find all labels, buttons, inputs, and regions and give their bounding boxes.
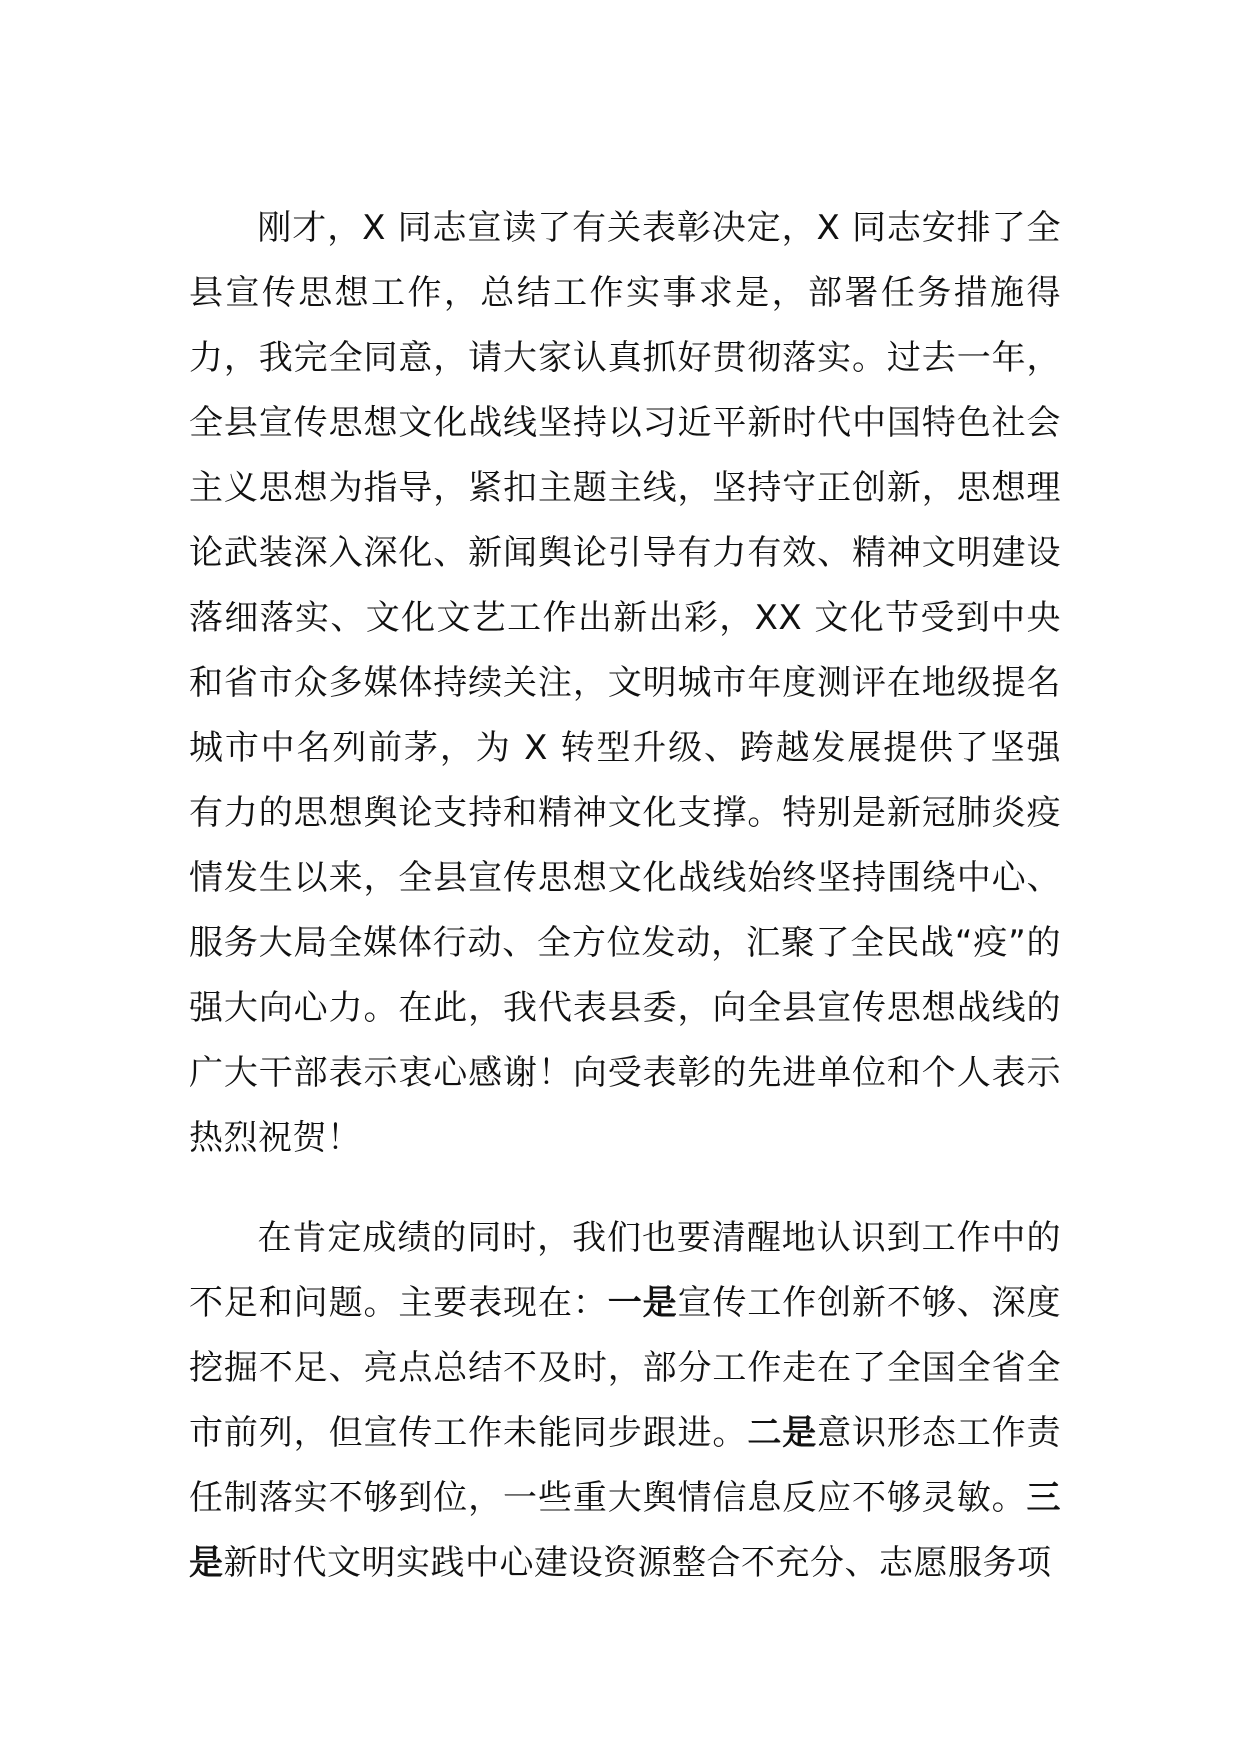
point-three-text: 新时代文明实践中心建设资源整合不充分、志愿服务项: [223, 1543, 1052, 1583]
paragraph-1: [189, 196, 1061, 1171]
paragraph-2: [189, 1206, 1061, 1596]
point-two-marker: 二是: [747, 1413, 818, 1453]
paragraph-1-text: 刚才，X 同志宣读了有关表彰决定，X 同志安排了全县宣传思想工作，总结工作实事求是，部署任务措施得力，我完全同意，请大家认真抓好贯彻落实。过去一年，全县宣传思想文化战线坚持以习近平新时代中国特色社会主义思想为指导，紧扣主题主线，坚持守正创新，思想理论武装深入深化、新闻舆论引导有力有效、精神文明建设落细落实、文化文艺工作出新出彩，XX 文化节受到中央和省市众多媒体持续关注，文明城市年度测评在地级提名城市中名列前茅，为 X 转型升级、跨越发展提供了坚强有力的思想舆论支持和精神文化支撑。特别是新冠肺炎疫情发生以来，全县宣传思想文化战线始终坚持围绕中心、服务大局全媒体行动、全方位发动，汇聚了全民战“疫”的强大向心力。在此，我代表县委，向全县宣传思想战线的广大干部表示衷心感谢！向受表彰的先进单位和个人表示热烈祝贺！: [189, 208, 1061, 1158]
point-two-text: 意识形态工作责任制落实不够到位，一些重大舆情信息反应不够灵敏。: [189, 1413, 1062, 1518]
point-one-text: 宣传工作创新不够、深度挖掘不足、亮点总结不及时，部分工作走在了全国全省全市前列，但宣传工作未能同步跟进。: [189, 1283, 1062, 1453]
paragraph-2-intro: 在肯定成绩的同时，我们也要清醒地认识到工作中的不足和问题。主要表现在：: [189, 1218, 1061, 1323]
point-three-marker: 三是: [189, 1478, 1061, 1583]
point-one-marker: 一是: [607, 1283, 678, 1323]
